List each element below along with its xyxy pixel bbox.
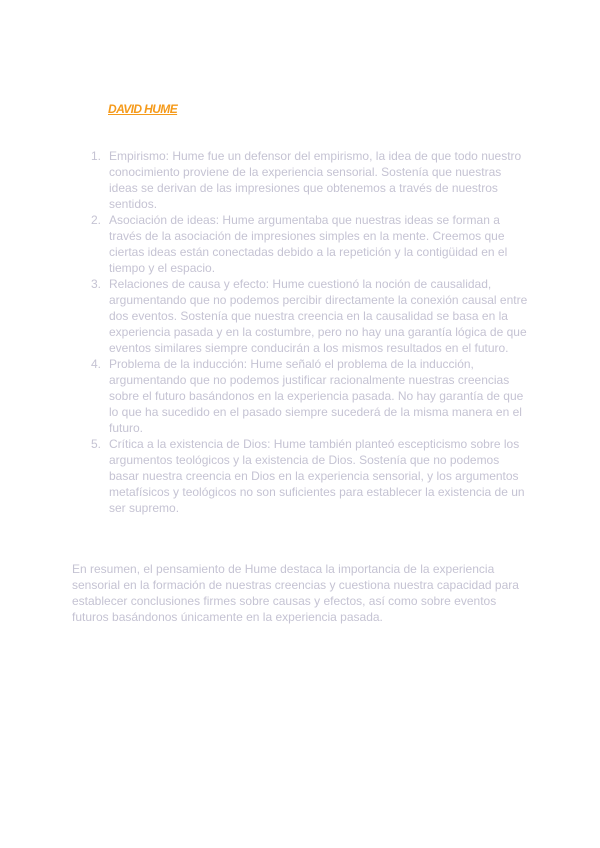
list-item-number: 4. <box>91 357 102 371</box>
list-item <box>72 212 530 276</box>
list-item-number: 2. <box>91 213 102 227</box>
list-item-text: Crítica a la existencia de Dios: Hume también planteó escepticismo sobre los argumentos teológicos y la existencia de Dios. Sostenía que no podemos basar nuestra creencia en Dios en la experiencia sensorial, y los argumentos metafísicos y teológicos no son suficientes para establecer la existencia de un ser supremo. <box>109 437 525 515</box>
list-item-text: Empirismo: Hume fue un defensor del empirismo, la idea de que todo nuestro conocimiento proviene de la experiencia sensorial. Sostenía que nuestras ideas se derivan de las impresiones que obtenemos a través de nuestros sentidos. <box>109 149 522 211</box>
list-item-number: 1. <box>91 149 102 163</box>
document-title: DAVID HUME <box>108 102 178 116</box>
list-item <box>72 276 530 356</box>
hume-ideas-list <box>72 148 530 516</box>
list-item-text: Problema de la inducción: Hume señaló el problema de la inducción, argumentando que no podemos justificar racionalmente nuestras creencias sobre el futuro basándonos en la experiencia pasada. No hay garantía de que lo que ha sucedido en el pasado siempre sucederá de la misma manera en el futuro. <box>109 357 524 435</box>
list-item <box>72 436 530 516</box>
list-item-text: Relaciones de causa y efecto: Hume cuestionó la noción de causalidad, argumentando que no podemos percibir directamente la conexión causal entre dos eventos. Sostenía que nuestra creencia en la causalidad se basa en la experiencia pasada y en la costumbre, pero no hay una garantía lógica de que eventos similares siempre conducirán a los mismos resultados en el futuro. <box>109 277 528 355</box>
list-item-number: 3. <box>91 277 102 291</box>
summary-paragraph: En resumen, el pensamiento de Hume destaca la importancia de la experiencia sensorial en la formación de nuestras creencias y cuestiona nuestra capacidad para establecer conclusiones firmes sobre causas y efectos, así como sobre eventos futuros basándonos únicamente en la experiencia pasada. <box>72 562 519 624</box>
list-item-text: Asociación de ideas: Hume argumentaba que nuestras ideas se forman a través de la asociación de impresiones simples en la mente. Creemos que ciertas ideas están conectadas debido a la repetición y la contigüidad en el tiempo y el espacio. <box>109 213 508 275</box>
list-item <box>72 148 530 212</box>
list-item-number: 5. <box>91 437 102 451</box>
list-item <box>72 356 530 436</box>
